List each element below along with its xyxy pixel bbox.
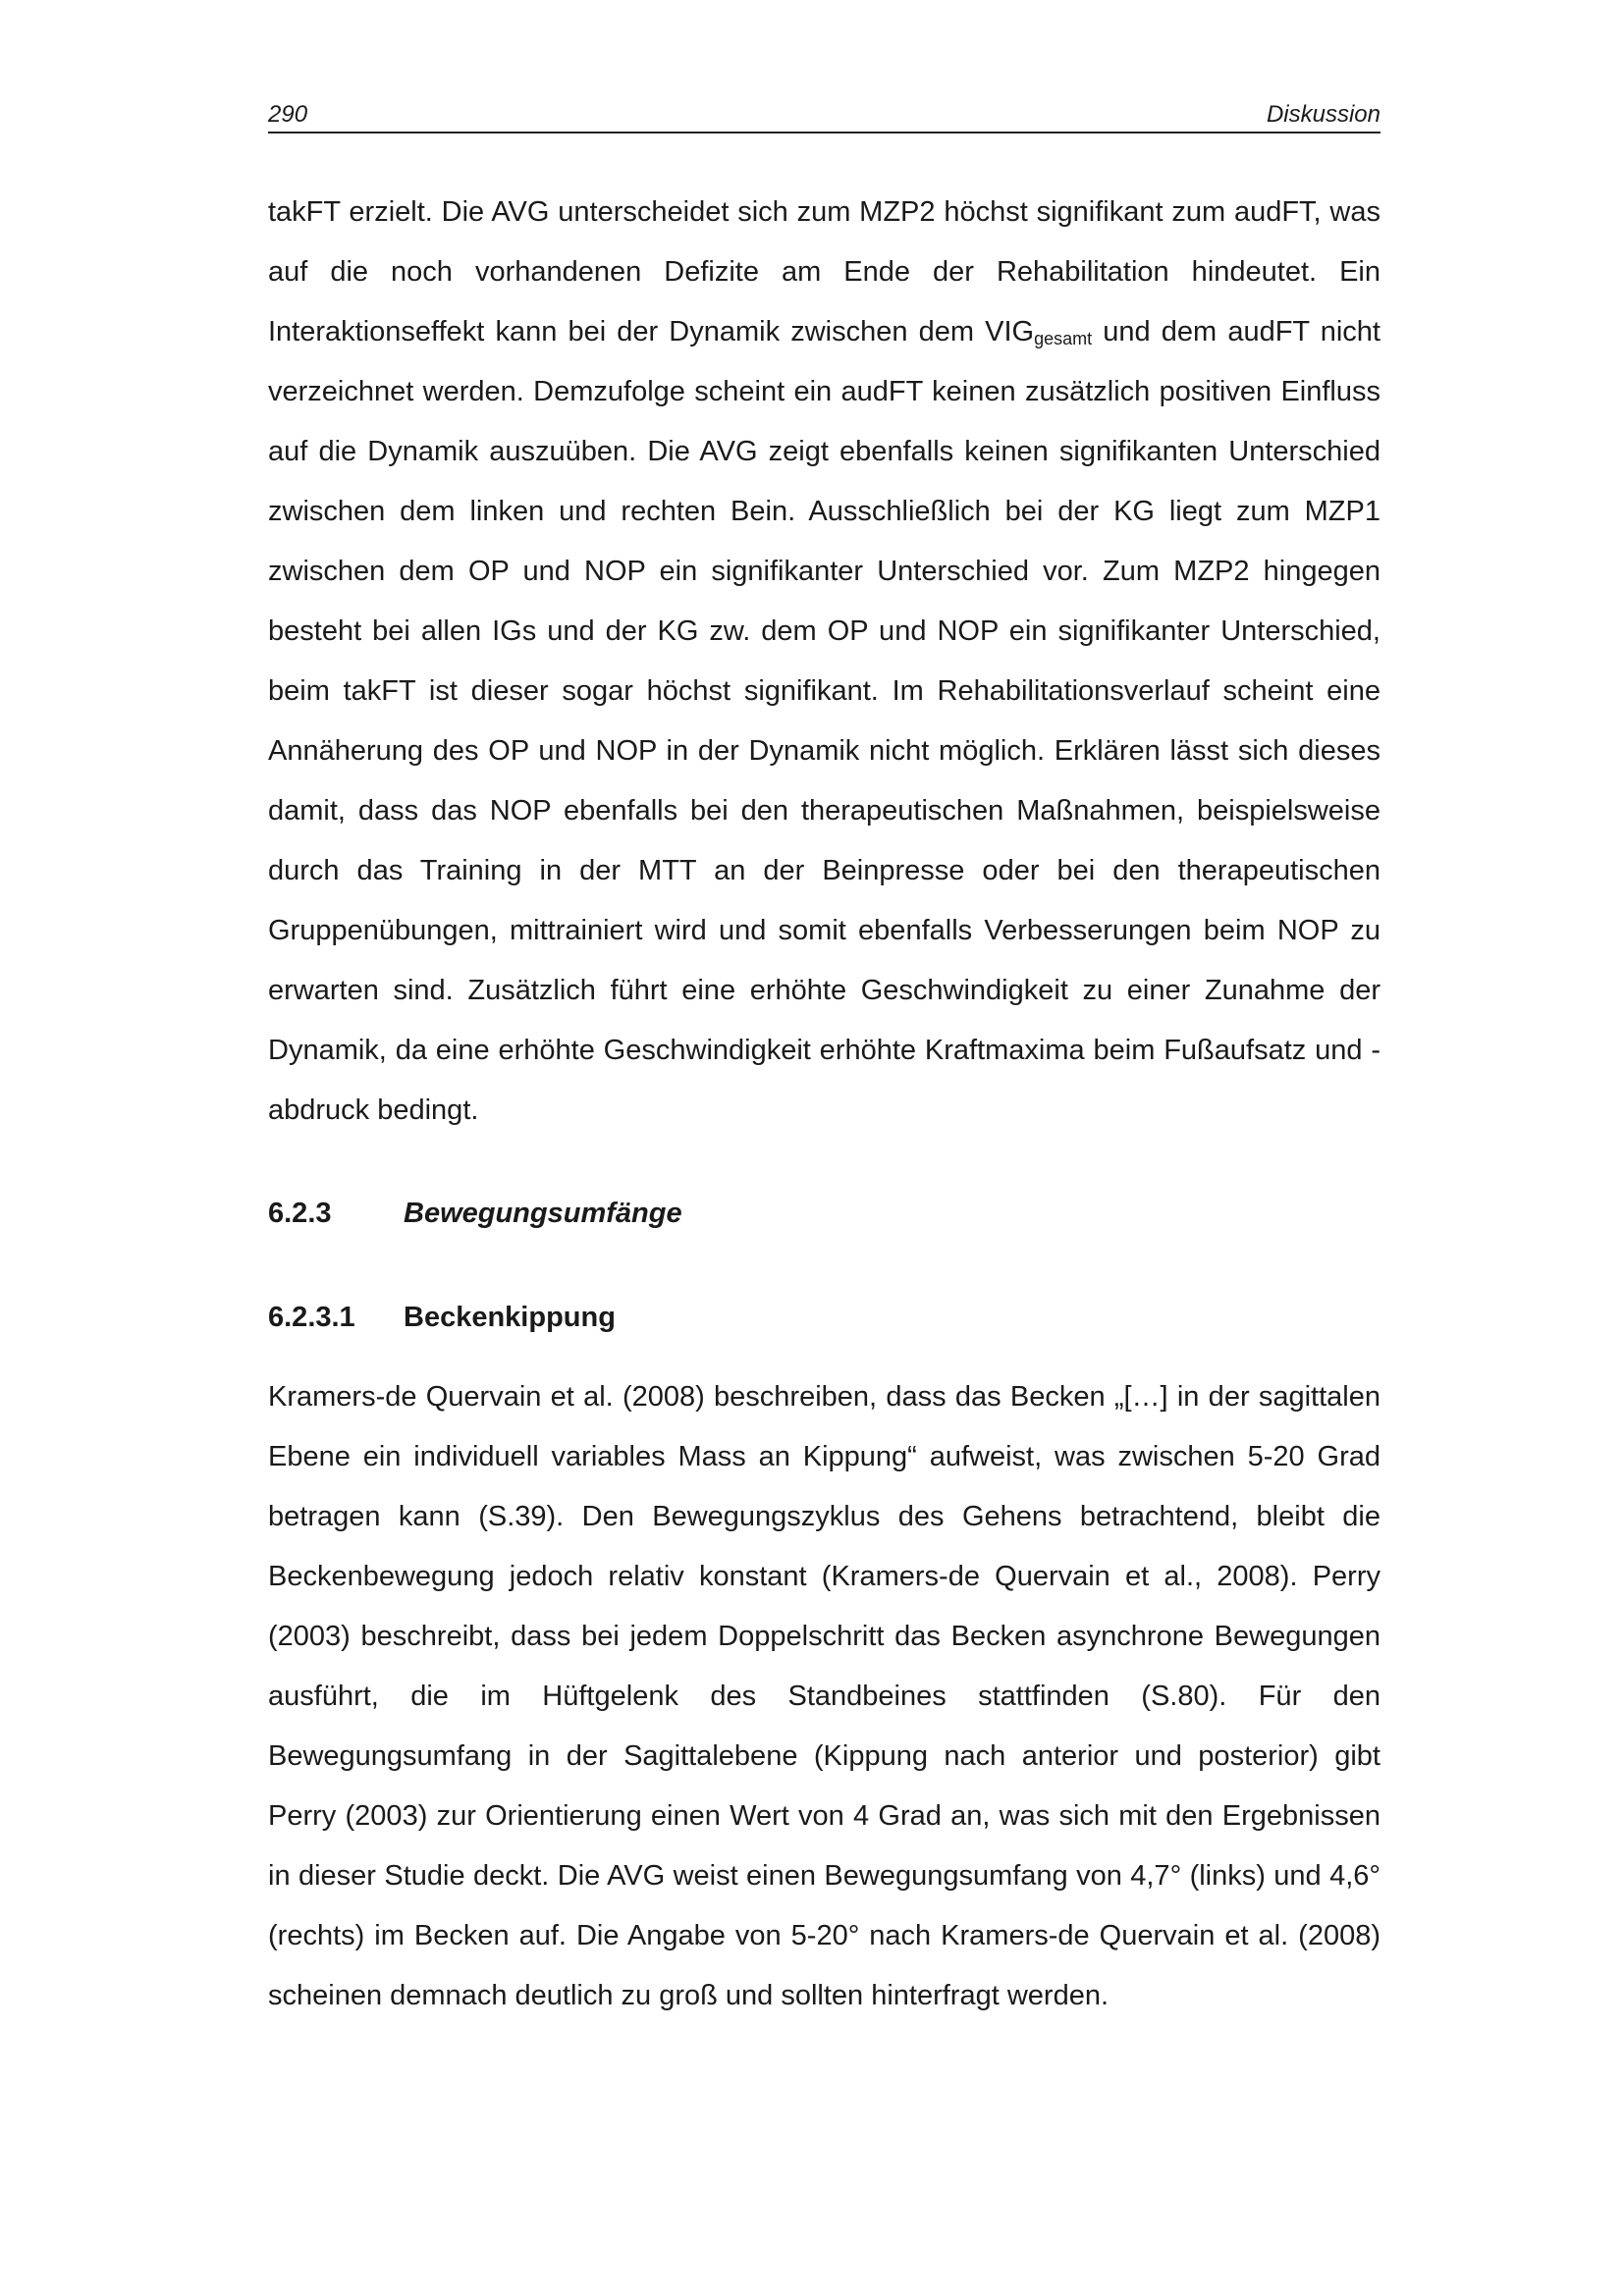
subsection-title: Beckenkippung [404,1302,616,1333]
paragraph-dynamik [268,183,1380,1141]
section-heading-6-2-3-1 [268,1298,616,1337]
section-heading-6-2-3 [268,1194,682,1233]
paragraph-text: takFT erzielt. Die AVG unterscheidet sich zum MZP2 höchst signifikant zum audFT, was auf die noch vorhandenen Defizite am Ende der Rehabilitation hindeutet. Ein Interaktionseffekt kann bei der Dynamik zwischen dem VIG [268,196,1380,347]
subscript-gesamt: gesamt [1034,329,1093,348]
running-header [268,98,1380,133]
subsection-number: 6.2.3.1 [268,1302,355,1333]
page-number: 290 [268,101,308,128]
paragraph-beckenkippung: Kramers-de Quervain et al. (2008) beschreiben, dass das Becken „[…] in der sagittalen Ebene ein individuell variables Mass an Kippung“ aufweist, was zwischen 5-20 Grad betragen kann (S.39). Den Bewegungszyklus des Gehens betrachtend, bleibt die Beckenbewegung jedoch relativ konstant (Kramers-de Quervain et al., 2008). Perry (2003) beschreibt, dass bei jedem Doppelschritt das Becken asynchrone Bewegungen ausführt, die im Hüftgelenk des Standbeines stattfinden (S.80). Für den Bewegungsumfang in der Sagittalebene (Kippung nach anterior und posterior) gibt Perry (2003) zur Orientierung einen Wert von 4 Grad an, was sich mit den Ergebnissen in dieser Studie deckt. Die AVG weist einen Bewegungsumfang von 4,7° (links) und 4,6° (rechts) im Becken auf. Die Angabe von 5-20° nach Kramers-de Quervain et al. (2008) scheinen demnach deutlich zu groß und sollten hinterfragt werden. [268,1381,1380,2011]
chapter-title: Diskussion [1266,101,1380,128]
paragraph-text-continued: und dem audFT nicht verzeichnet werden. Demzufolge scheint ein audFT keinen zusätzlich positiven Einfluss auf die Dynamik auszuüben. Die AVG zeigt ebenfalls keinen signifikanten Unterschied zwischen dem linken und rechten Bein. Ausschließlich bei der KG liegt zum MZP1 zwischen dem OP und NOP ein signifikanter Unterschied vor. Zum MZP2 hingegen besteht bei allen IGs und der KG zw. dem OP und NOP ein signifikanter Unterschied, beim takFT ist dieser sogar höchst signifikant. Im Rehabilitationsverlauf scheint eine Annäherung des OP und NOP in der Dynamik nicht möglich. Erklären lässt sich dieses damit, dass das NOP ebenfalls bei den therapeutischen Maßnahmen, beispielsweise durch das Training in der MTT an der Beinpresse oder bei den therapeutischen Gruppenübungen, mittrainiert wird und somit ebenfalls Verbesserungen beim NOP zu erwarten sind. Zusätzlich führt eine erhöhte Geschwindigkeit zu einer Zunahme der Dynamik, da eine erhöhte Geschwindigkeit erhöhte Kraftmaxima beim Fußaufsatz und -abdruck bedingt. [268,316,1380,1126]
section-title: Bewegungsumfänge [404,1198,682,1229]
section-number: 6.2.3 [268,1198,332,1229]
